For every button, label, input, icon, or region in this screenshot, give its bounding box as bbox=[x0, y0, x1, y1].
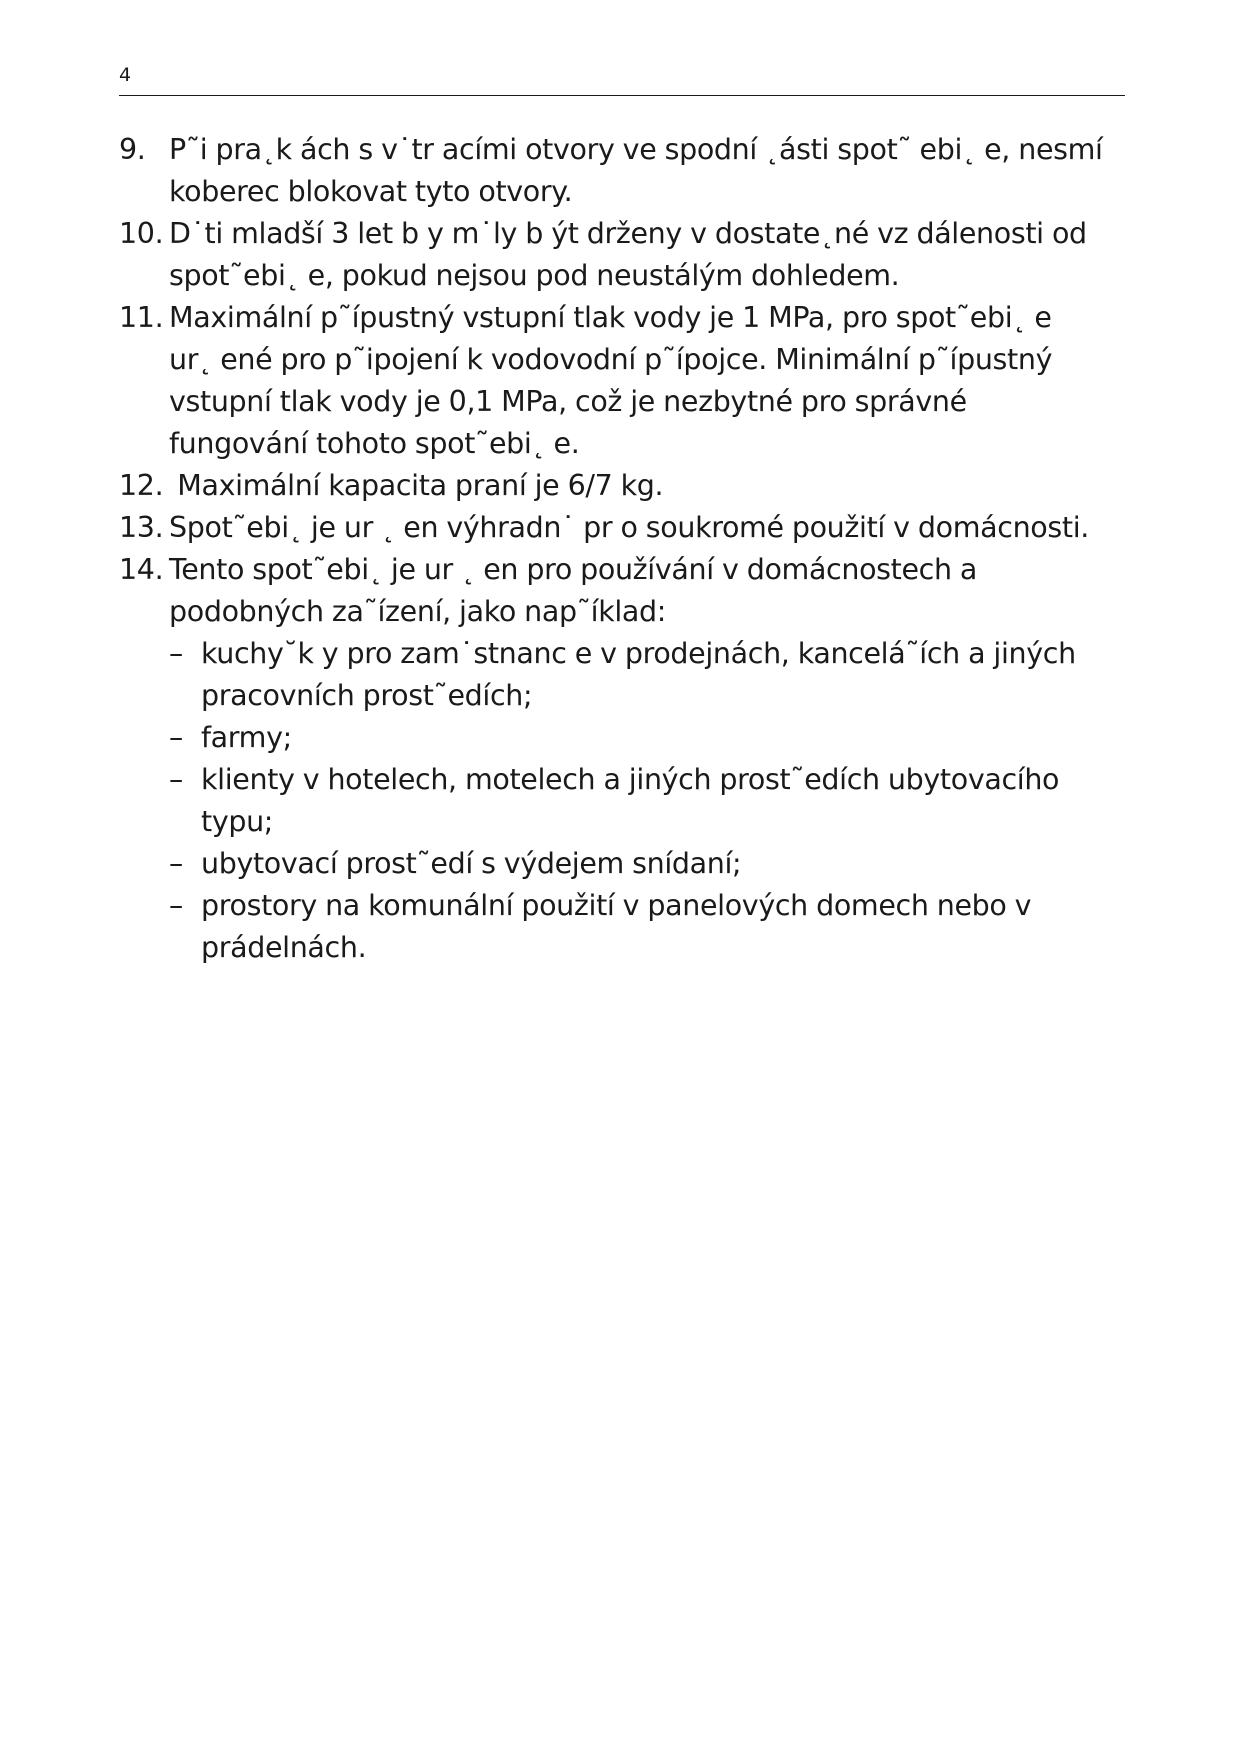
sub-list-item-text bbox=[201, 633, 1129, 717]
sub-list-item bbox=[169, 885, 1129, 969]
text-line: podobných za˜ízení, jako nap˜íklad: bbox=[169, 595, 667, 628]
list-item-number: 12. bbox=[119, 469, 164, 502]
list-item-12 bbox=[119, 465, 1129, 507]
list-item-14 bbox=[119, 549, 1129, 633]
dash-bullet: – bbox=[169, 637, 183, 670]
text-line: pracovních prost˜edích; bbox=[201, 679, 533, 712]
list-item-text bbox=[169, 297, 1129, 465]
list-item-number: 10. bbox=[119, 217, 164, 250]
list-item-9 bbox=[119, 129, 1129, 213]
text-line: fungování tohoto spot˜ebi˛ e. bbox=[169, 427, 580, 460]
dash-bullet: – bbox=[169, 721, 183, 754]
list-item-text bbox=[169, 129, 1129, 213]
text-line: Maximální kapacita praní je 6/7 kg. bbox=[169, 469, 664, 502]
list-item-text bbox=[169, 465, 1129, 507]
sub-list-item bbox=[169, 759, 1129, 843]
text-line: koberec blokovat tyto otvory. bbox=[169, 175, 573, 208]
text-line: prostory na komunální použití v panelových domech nebo v bbox=[201, 889, 1032, 922]
text-line: D˙ti mladší 3 let b y m˙ly b ýt drženy v dostate˛né vz dálenosti od bbox=[169, 217, 1087, 250]
text-line: Maximální p˜ípustný vstupní tlak vody je 1 MPa, pro spot˜ebi˛ e bbox=[169, 301, 1052, 334]
text-line: Tento spot˜ebi˛ je ur ˛ en pro používání v domácnostech a bbox=[169, 553, 978, 586]
list-item-text bbox=[169, 507, 1129, 549]
dash-bullet: – bbox=[169, 889, 183, 922]
list-item-number: 9. bbox=[119, 133, 146, 166]
instructions-list bbox=[119, 129, 1129, 969]
text-line: vstupní tlak vody je 0,1 MPa, což je nezbytné pro správné bbox=[169, 385, 967, 418]
text-line: ubytovací prost˜edí s výdejem snídaní; bbox=[201, 847, 742, 880]
text-line: Spot˜ebi˛ je ur ˛ en výhradn˙ pr o soukromé použití v domácnosti. bbox=[169, 511, 1089, 544]
list-item-number: 13. bbox=[119, 511, 164, 544]
text-line: ur˛ ené pro p˜ipojení k vodovodní p˜ípojce. Minimální p˜ípustný bbox=[169, 343, 1053, 376]
text-line: P˜i pra˛k ách s v˙tr acími otvory ve spodní ˛ásti spot˜ ebi˛ e, nesmí bbox=[169, 133, 1103, 166]
page-number: 4 bbox=[119, 64, 132, 86]
text-line: farmy; bbox=[201, 721, 292, 754]
text-line: spot˜ebi˛ e, pokud nejsou pod neustálým dohledem. bbox=[169, 259, 900, 292]
text-line: klienty v hotelech, motelech a jiných prost˜edích ubytovacího bbox=[201, 763, 1060, 796]
header-rule bbox=[119, 95, 1125, 96]
sub-list-item bbox=[169, 843, 1129, 885]
sub-list-item bbox=[169, 717, 1129, 759]
dash-bullet: – bbox=[169, 847, 183, 880]
text-line: prádelnách. bbox=[201, 931, 367, 964]
sub-list-item-text bbox=[201, 843, 1129, 885]
list-item-number: 11. bbox=[119, 301, 164, 334]
list-item-11 bbox=[119, 297, 1129, 465]
list-item-13 bbox=[119, 507, 1129, 549]
list-item-text bbox=[169, 549, 1129, 633]
sub-list-item-text bbox=[201, 717, 1129, 759]
sub-list-item-text bbox=[201, 885, 1129, 969]
sub-list-item bbox=[169, 633, 1129, 717]
list-item-10 bbox=[119, 213, 1129, 297]
list-item-text bbox=[169, 213, 1129, 297]
dash-bullet: – bbox=[169, 763, 183, 796]
sub-list-item-text bbox=[201, 759, 1129, 843]
list-item-number: 14. bbox=[119, 553, 164, 586]
text-line: kuchy˘k y pro zam˙stnanc e v prodejnách, kancelá˜ích a jiných bbox=[201, 637, 1076, 670]
text-line: typu; bbox=[201, 805, 274, 838]
